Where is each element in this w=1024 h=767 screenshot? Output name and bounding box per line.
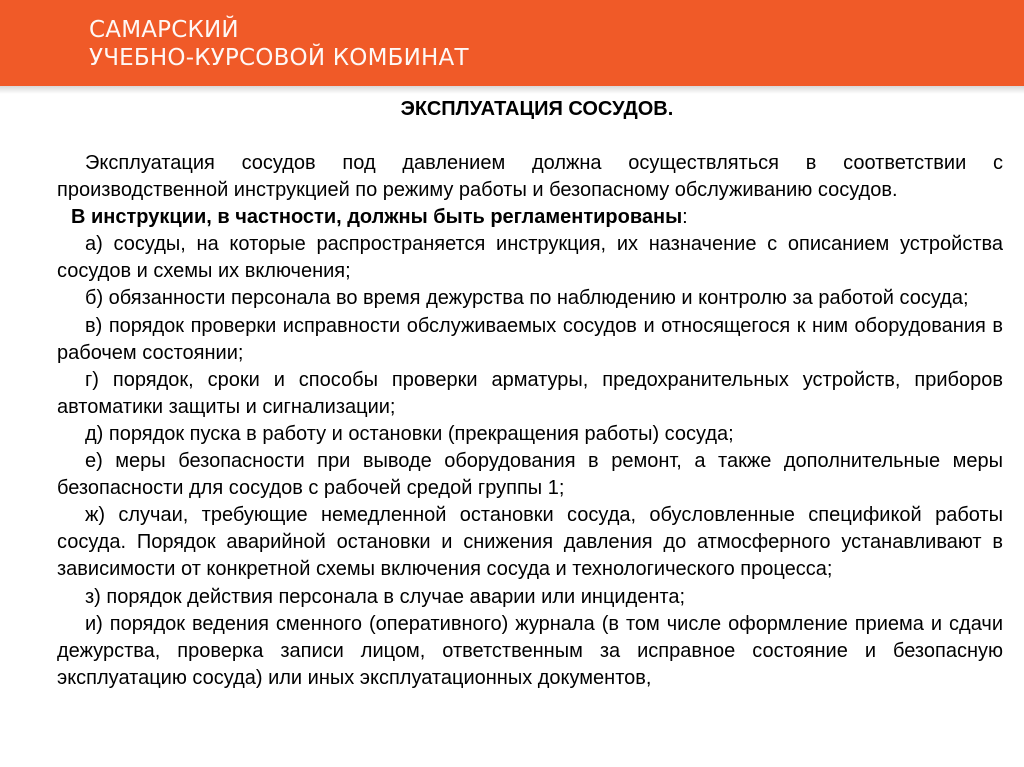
list-item: е) меры безопасности при выводе оборудования в ремонт, а также дополнительные меры безопасности для сосудов с рабочей средой группы 1; bbox=[57, 450, 1003, 500]
lead-suffix: : bbox=[682, 206, 688, 229]
list-item: г) порядок, сроки и способы проверки арматуры, предохранительных устройств, приборов автоматики защиты и сигнализации; bbox=[57, 368, 1003, 418]
list-item: в) порядок проверки исправности обслуживаемых сосудов и относящегося к ним оборудования в рабочем состоянии; bbox=[57, 314, 1003, 364]
intro-paragraph: Эксплуатация сосудов под давлением должна осуществляться в соответствии с производственной инструкцией по режиму работы и безопасному обслуживанию сосудов. bbox=[57, 152, 1003, 202]
list-item: а) сосуды, на которые распространяется инструкция, их назначение с описанием устройства сосудов и схемы их включения; bbox=[57, 233, 1003, 283]
brand-logo bbox=[89, 16, 469, 72]
lead-paragraph bbox=[57, 204, 1003, 231]
document-body bbox=[57, 96, 1003, 692]
brand-line-2: УЧЕБНО-КУРСОВОЙ КОМБИНАТ bbox=[89, 45, 469, 71]
header-bar bbox=[0, 0, 1024, 86]
brand-line-1: САМАРСКИЙ bbox=[89, 17, 239, 43]
document-title: ЭКСПЛУАТАЦИЯ СОСУДОВ. bbox=[400, 98, 674, 120]
list-item: з) порядок действия персонала в случае аварии или инцидента; bbox=[85, 585, 686, 608]
list-item: б) обязанности персонала во время дежурства по наблюдению и контролю за работой сосуда; bbox=[85, 287, 969, 310]
header-divider bbox=[0, 86, 1024, 94]
list-item: ж) случаи, требующие немедленной остановки сосуда, обусловленные спецификой работы сосуда. Порядок аварийной остановки и снижения давления до атмосферного устанавливают в зависимости от конкретной схемы включения сосуда и технологического процесса; bbox=[57, 504, 1003, 581]
lead-bold-text: В инструкции, в частности, должны быть регламентированы bbox=[71, 206, 683, 229]
list-item: д) порядок пуска в работу и остановки (прекращения работы) сосуда; bbox=[85, 422, 734, 445]
list-item: и) порядок ведения сменного (оперативного) журнала (в том числе оформление приема и сдачи дежурства, проверка записи лицом, ответственным за исправное состояние и безопасную эксплуатацию сосуда) или иных эксплуатационных документов, bbox=[57, 612, 1003, 689]
